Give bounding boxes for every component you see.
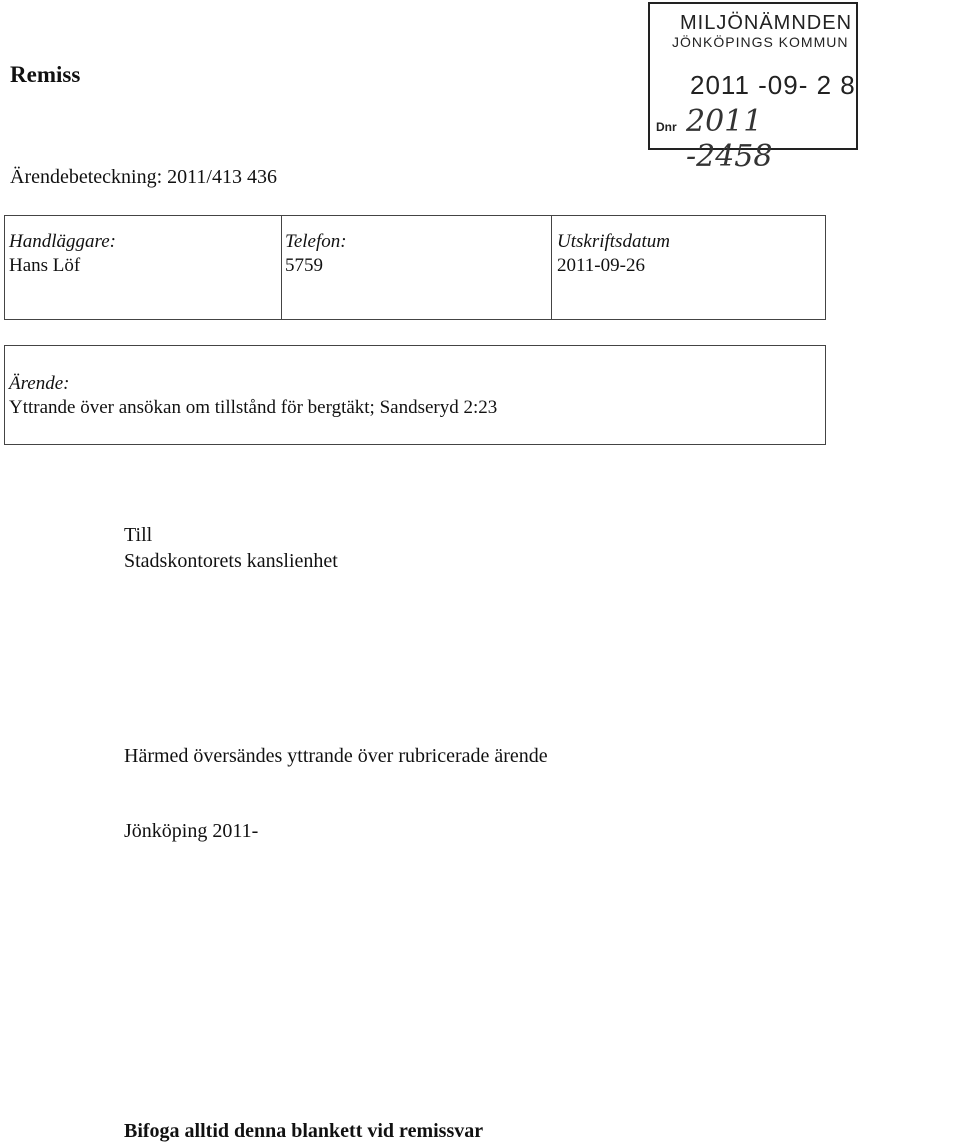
stamp-dnr-value: 2011 -2458 <box>686 104 773 174</box>
phone-cell <box>285 230 347 278</box>
stamp-dnr-label: Dnr <box>656 120 677 134</box>
recipient-line2: Stadskontorets kanslienhet <box>124 550 338 572</box>
print-date-label: Utskriftsdatum <box>557 231 670 252</box>
body-text: Härmed översändes yttrande över rubricerade ärende <box>124 745 548 767</box>
stamp-municipality: JÖNKÖPINGS KOMMUN <box>672 34 849 50</box>
place-date: Jönköping 2011- <box>124 820 259 842</box>
page-title: Remiss <box>10 62 81 87</box>
column-divider <box>281 216 282 319</box>
recipient-line1: Till <box>124 524 153 546</box>
print-date-cell <box>557 230 670 278</box>
handler-value: Hans Löf <box>9 255 81 276</box>
footer-note: Bifoga alltid denna blankett vid remissvar <box>124 1120 484 1142</box>
stamp-authority: MILJÖNÄMNDEN <box>680 12 853 34</box>
recipient <box>124 522 338 574</box>
handler-label: Handläggare: <box>9 231 116 252</box>
received-stamp <box>648 2 858 174</box>
case-reference: Ärendebeteckning: 2011/413 436 <box>10 166 277 188</box>
info-box <box>4 215 826 320</box>
case-label: Ärende: <box>9 373 70 394</box>
print-date-value: 2011-09-26 <box>557 255 645 276</box>
stamp-date: 2011 -09- 2 8 <box>690 70 856 100</box>
case-content <box>9 372 497 420</box>
phone-value: 5759 <box>285 255 323 276</box>
column-divider <box>551 216 552 319</box>
handler-cell <box>9 230 116 278</box>
case-text: Yttrande över ansökan om tillstånd för bergtäkt; Sandseryd 2:23 <box>9 397 498 418</box>
phone-label: Telefon: <box>285 231 347 252</box>
case-box <box>4 345 826 445</box>
